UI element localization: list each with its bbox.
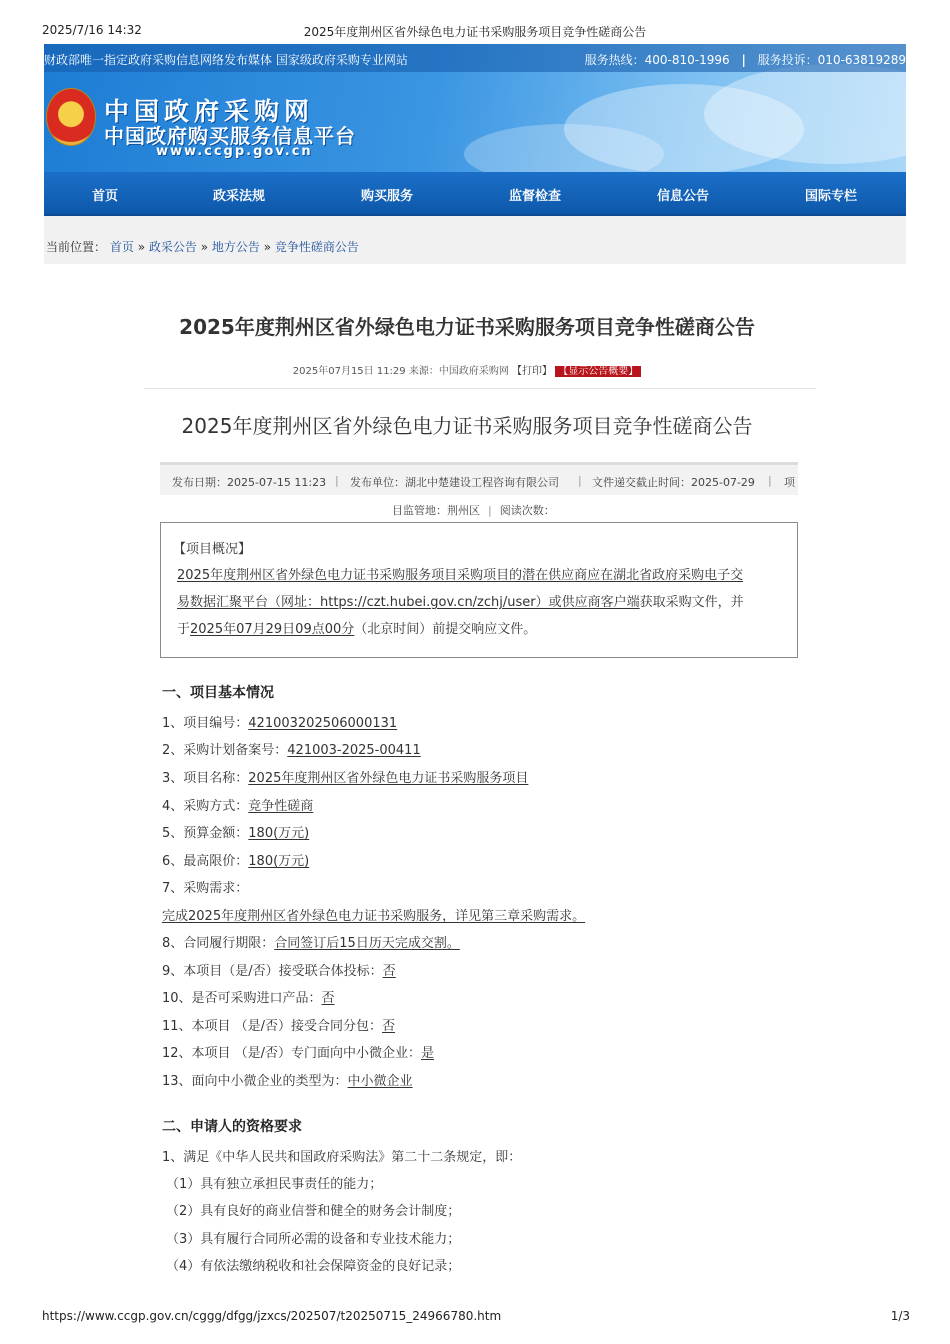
qualification-item: （4）有依法缴纳税收和社会保障资金的良好记录； [166, 1259, 461, 1274]
print-footer [0, 1306, 950, 1336]
item-value: 竞争性磋商 [248, 799, 314, 814]
supervision-location: 目监管地：荆州区 [392, 504, 480, 517]
print-header [0, 0, 950, 40]
nav-item-international[interactable]: 国际专栏 [804, 189, 858, 204]
info-separator: | [768, 474, 772, 487]
breadcrumb-sep: » [263, 240, 272, 254]
print-page-title: 2025年度荆州区省外绿色电力证书采购服务项目竞争性磋商公告 [303, 25, 647, 39]
submission-deadline: 文件递交截止时间：2025-07-29 [592, 476, 755, 489]
item-label: 4、采购方式： [162, 799, 249, 814]
item-label: 5、预算金额： [162, 826, 249, 841]
qualification-item: 1、满足《中华人民共和国政府采购法》第二十二条规定，即： [162, 1150, 522, 1165]
overview-line-3 [177, 618, 536, 637]
item-value: 否 [382, 1019, 396, 1034]
basic-info-item [162, 1015, 395, 1034]
info-overflow: 项 [784, 476, 795, 489]
article-content [44, 264, 906, 1304]
basic-info-item [162, 1042, 434, 1061]
basic-info-item [162, 850, 309, 869]
basic-info-item [162, 767, 528, 786]
basic-info-item [162, 822, 309, 841]
breadcrumb-bar [44, 216, 906, 264]
contact-separator: | [741, 53, 746, 67]
top-info-bar [44, 44, 906, 72]
site-banner [44, 44, 906, 172]
item-value: 421003202506000131 [248, 716, 398, 731]
nav-item-home[interactable]: 首页 [91, 189, 119, 204]
nav-item-announcements[interactable]: 信息公告 [656, 189, 710, 204]
publisher: 发布单位：湖北中楚建设工程咨询有限公司 [350, 476, 559, 489]
item-label: 2、采购计划备案号： [162, 743, 288, 758]
item-label: 10、是否可采购进口产品： [162, 991, 322, 1006]
section-title-basic-info: 一、项目基本情况 [162, 685, 274, 701]
article-meta [44, 362, 890, 377]
site-logo-subname[interactable]: 中国政府购买服务信息平台 [104, 124, 356, 148]
read-count: 阅读次数： [499, 504, 555, 517]
item-label: 8、合同履行期限： [162, 936, 275, 951]
site-logo-name[interactable]: 中国政府采购网 [104, 97, 315, 126]
nav-item-supervision[interactable]: 监督检查 [508, 189, 562, 204]
contact-info [585, 51, 906, 68]
print-url: https://www.ccgp.gov.cn/cggg/dfgg/jzxcs/202507/t20250715_24966780.htm [42, 1309, 502, 1323]
service-hotline: 服务热线：400-810-1996 [584, 53, 730, 67]
item-value: 否 [382, 964, 396, 979]
print-datetime: 2025/7/16 14:32 [42, 23, 142, 37]
site-slogan: 财政部唯一指定政府采购信息网络发布媒体 国家级政府采购专业网站 [44, 53, 408, 67]
nav-item-regulations[interactable]: 政采法规 [212, 189, 266, 204]
breadcrumb-prefix: 当前位置： [46, 240, 107, 254]
item-value: 180(万元) [248, 826, 310, 841]
project-overview-box [160, 522, 798, 658]
main-nav [44, 172, 906, 216]
basic-info-item [162, 932, 460, 951]
service-complaint: 服务投诉：010-63819289 [757, 53, 906, 67]
national-emblem-icon [46, 88, 96, 146]
qualification-item: （2）具有良好的商业信誉和健全的财务会计制度； [166, 1204, 461, 1219]
section-title-qualifications: 二、申请人的资格要求 [162, 1119, 302, 1135]
basic-info-item [162, 987, 335, 1006]
breadcrumb-consultation[interactable]: 竞争性磋商公告 [274, 240, 359, 254]
item-value: 完成2025年度荆州区省外绿色电力证书采购服务，详见第三章采购需求。 [162, 909, 586, 924]
publish-info-line2 [392, 502, 555, 518]
basic-info-item [162, 877, 248, 896]
article-subtitle: 2025年度荆州区省外绿色电力证书采购服务项目竞争性磋商公告 [181, 414, 753, 438]
article-title: 2025年度荆州区省外绿色电力证书采购服务项目竞争性磋商公告 [179, 315, 755, 339]
item-value: 2025年度荆州区省外绿色电力证书采购服务项目 [248, 771, 529, 786]
site-logo-url[interactable]: www.ccgp.gov.cn [156, 144, 313, 159]
info-separator: | [578, 474, 582, 487]
article-meta-text: 2025年07月15日 11:29 来源：中国政府采购网 [292, 366, 513, 377]
title-divider [144, 388, 816, 389]
overview-text: 获取采购文件，并 [639, 595, 744, 610]
item-label: 6、最高限价： [162, 854, 249, 869]
item-value: 否 [321, 991, 335, 1006]
info-separator: | [488, 504, 492, 517]
show-summary-button[interactable]: 【显示公告概要】 [555, 366, 641, 377]
publish-date: 发布日期：2025-07-15 11:23 [172, 476, 327, 489]
print-link[interactable]: 【打印】 [512, 366, 553, 377]
print-page-number: 1/3 [890, 1309, 910, 1323]
basic-info-item [162, 739, 421, 758]
basic-info-item [162, 795, 313, 814]
item-label: 12、本项目 （是/否）专门面向中小微企业： [162, 1046, 422, 1061]
breadcrumb-home[interactable]: 首页 [109, 240, 134, 254]
deadline-time: 2025年07月29日09点00分 [190, 622, 355, 637]
breadcrumb-sep: » [137, 240, 146, 254]
basic-info-item [162, 1070, 413, 1089]
overview-line-2 [177, 591, 744, 610]
nav-item-purchase-services[interactable]: 购买服务 [360, 189, 414, 204]
qualification-item: （3）具有履行合同所必需的设备和专业技术能力； [166, 1232, 461, 1247]
info-separator: | [335, 474, 339, 487]
breadcrumb [46, 238, 359, 255]
item-label: 13、面向中小微企业的类型为： [162, 1074, 348, 1089]
item-value: 421003-2025-00411 [287, 743, 421, 758]
item-label: 9、本项目（是/否）接受联合体投标： [162, 964, 383, 979]
item-value: 是 [421, 1046, 435, 1061]
breadcrumb-sep: » [200, 240, 209, 254]
item-label: 7、采购需求： [162, 881, 249, 896]
item-label: 3、项目名称： [162, 771, 249, 786]
basic-info-item [162, 712, 397, 731]
item-label: 1、项目编号： [162, 716, 249, 731]
item-value: 中小微企业 [347, 1074, 413, 1089]
breadcrumb-announcements[interactable]: 政采公告 [148, 240, 197, 254]
platform-link[interactable]: 易数据汇聚平台（网址：https://czt.hubei.gov.cn/zchj/user）或供应商客户端 [177, 595, 640, 610]
qualification-item: （1）具有独立承担民事责任的能力； [166, 1177, 383, 1192]
overview-text: 于 [177, 622, 191, 637]
overview-text: （北京时间）前提交响应文件。 [354, 622, 537, 637]
item-value: 180(万元) [248, 854, 310, 869]
basic-info-item [162, 960, 396, 979]
publish-info-bar [160, 462, 798, 495]
overview-heading: 【项目概况】 [173, 542, 252, 557]
item-value: 合同签订后15日历天完成交割。 [274, 936, 460, 951]
basic-info-item [162, 905, 585, 924]
breadcrumb-local[interactable]: 地方公告 [211, 240, 260, 254]
item-label: 11、本项目 （是/否）接受合同分包： [162, 1019, 383, 1034]
overview-line-1: 2025年度荆州区省外绿色电力证书采购服务项目采购项目的潜在供应商应在湖北省政府采购电子交 [177, 568, 744, 583]
